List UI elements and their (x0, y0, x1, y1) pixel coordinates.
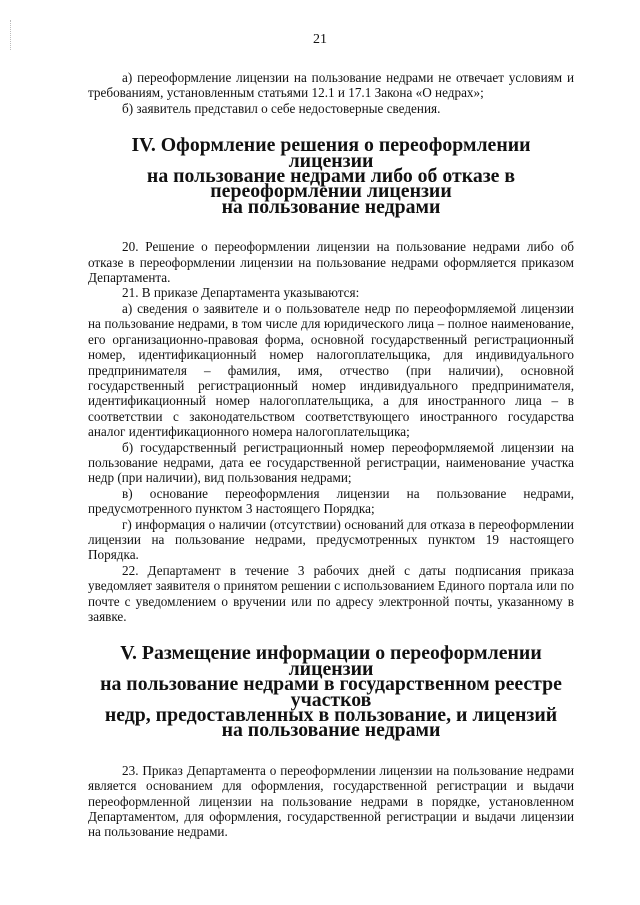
section-4-heading-line: на пользование недрами (221, 195, 441, 218)
section-5-heading (88, 642, 574, 742)
paragraph-3a: а) переоформление лицензии на пользование недрами не отвечает условиям и требованиям, установленным статьями 12.1 и 17.1 Закона «О недрах»; (88, 70, 574, 101)
paragraph-21: 21. В приказе Департамента указываются: (122, 285, 360, 301)
paragraph-21d: г) информация о наличии (отсутствии) оснований для отказа в переоформлении лицензии на пользование недрами, предусмотренных пунктом 19 настоящего Порядка. (88, 516, 574, 563)
document-body (88, 70, 574, 840)
section-4-heading (88, 134, 574, 218)
section-4-heading-line: IV. Оформление решения о переоформлении лицензии (131, 134, 531, 172)
paragraph-21b: б) государственный регистрационный номер переоформляемой лицензии на пользование недрами, дата ее государственной регистрации, наименование участка недр (при наличии), вид пользования недрами; (88, 439, 574, 486)
section-4-heading-line: на пользование недрами либо об отказе в переоформлении лицензии (146, 165, 516, 203)
paragraph-22: 22. Департамент в течение 3 рабочих дней с даты подписания приказа уведомляет заявителя о принятом решении с использованием Единого портала или по почте с уведомлением о вручении или по адресу электронной почты, указанному в заявке. (88, 562, 574, 624)
paragraph-21a: а) сведения о заявителе и о пользователе недр по переоформляемой лицензии на пользование недрами, в том числе для юридического лица – полное наименование, его организационно-правовая форма, основной государственный регистрационный номер, идентификационный номер налогоплательщика, для индивидуального предпринимателя – фамилия, имя, отчество (при наличии), основной государственный регистрационный номер индивидуального предпринимателя, идентификационный номер налогоплательщика, а для иностранного лица – в соответствии с законодательством соответствующего иностранного государства аналог идентификационного номера налогоплательщика; (88, 300, 574, 440)
paragraph-23: 23. Приказ Департамента о переоформлении лицензии на пользование недрами является основанием для оформления, государственной регистрации и выдачи переоформленной лицензии на пользование недрами в порядке, установленном Департаментом, для оформления, государственной регистрации и выдачи лицензии на пользование недрами. (88, 762, 574, 840)
paragraph-21c: в) основание переоформления лицензии на пользование недрами, предусмотренного пунктом 3 настоящего Порядка; (88, 485, 574, 517)
paragraph-20: 20. Решение о переоформлении лицензии на пользование недрами либо об отказе в переоформлении лицензии на пользование недрами оформляется приказом Департамента. (88, 239, 574, 286)
section-5-heading-line: V. Размещение информации о переоформлении лицензии (120, 642, 542, 680)
page-number: 21 (313, 32, 327, 47)
section-5-heading-line: недр, предоставленных в пользование, и лицензий (104, 704, 558, 727)
paragraph-3b: б) заявитель представил о себе недостоверные сведения. (122, 100, 441, 116)
section-5-heading-line: на пользование недрами (221, 719, 441, 742)
section-5-heading-line: на пользование недрами в государственном реестре участков (100, 673, 562, 711)
